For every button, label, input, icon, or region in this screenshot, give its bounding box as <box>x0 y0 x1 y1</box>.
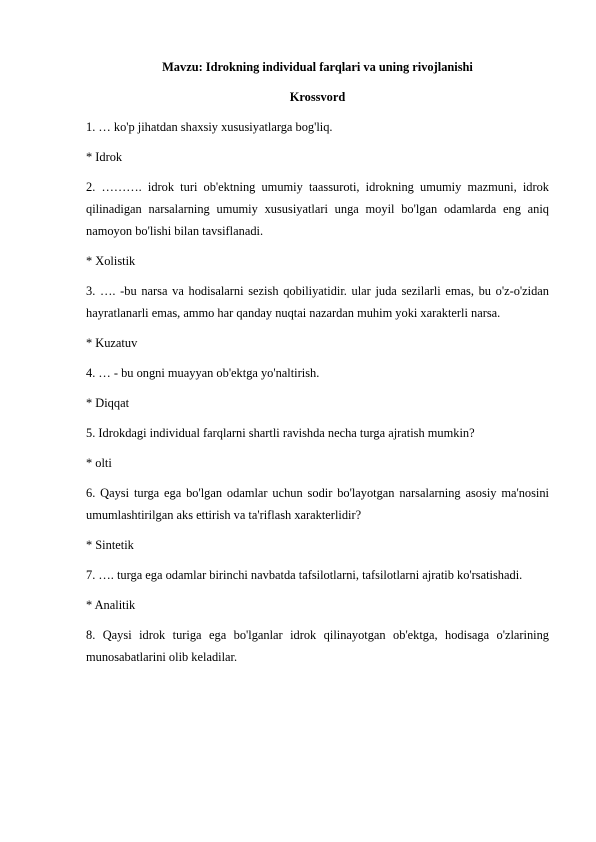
question-2: 2. ………. idrok turi ob'ektning umumiy taassuroti, idrokning umumiy mazmuni, idrok qilinadigan narsalarning umumiy xususiyatlari unga moyil bo'lgan odamlarda eng aniq namoyon bo'lishi bilan tavsiflanadi. <box>86 180 549 238</box>
answer-1: * Idrok <box>86 150 123 164</box>
answer-2: * Xolistik <box>86 254 136 268</box>
answer-5: * olti <box>86 456 112 470</box>
question-4: 4. … - bu ongni muayyan ob'ektga yo'naltirish. <box>86 366 320 380</box>
answer-4: * Diqqat <box>86 396 130 410</box>
answer-3: * Kuzatuv <box>86 336 138 350</box>
question-3: 3. …. -bu narsa va hodisalarni sezish qobiliyatidir. ular juda sezilarli emas, bu o'z-o'zidan hayratlanarli emas, ammo har qanday nuqtai nazardan muhim yoki xarakterli narsa. <box>86 284 549 320</box>
question-6: 6. Qaysi turga ega bo'lgan odamlar uchun sodir bo'layotgan narsalarning asosiy ma'nosini umumlashtirilgan aks ettirish va ta'riflash xarakterlidir? <box>86 486 549 522</box>
question-7: 7. …. turga ega odamlar birinchi navbatda tafsilotlarni, tafsilotlarni ajratib ko'rsatishadi. <box>86 568 523 582</box>
document-subtitle: Krossvord <box>289 90 346 104</box>
question-1: 1. … ko'p jihatdan shaxsiy xususiyatlarga bog'liq. <box>86 120 333 134</box>
document-page <box>86 56 549 676</box>
question-8: 8. Qaysi idrok turiga ega bo'lganlar idrok qilinayotgan ob'ektga, hodisaga o'zlarining munosabatlarini olib keladilar. <box>86 628 549 664</box>
answer-6: * Sintetik <box>86 538 134 552</box>
document-title: Mavzu: Idrokning individual farqlari va uning rivojlanishi <box>162 60 473 74</box>
question-5: 5. Idrokdagi individual farqlarni shartli ravishda necha turga ajratish mumkin? <box>86 426 475 440</box>
answer-7: * Analitik <box>86 598 136 612</box>
